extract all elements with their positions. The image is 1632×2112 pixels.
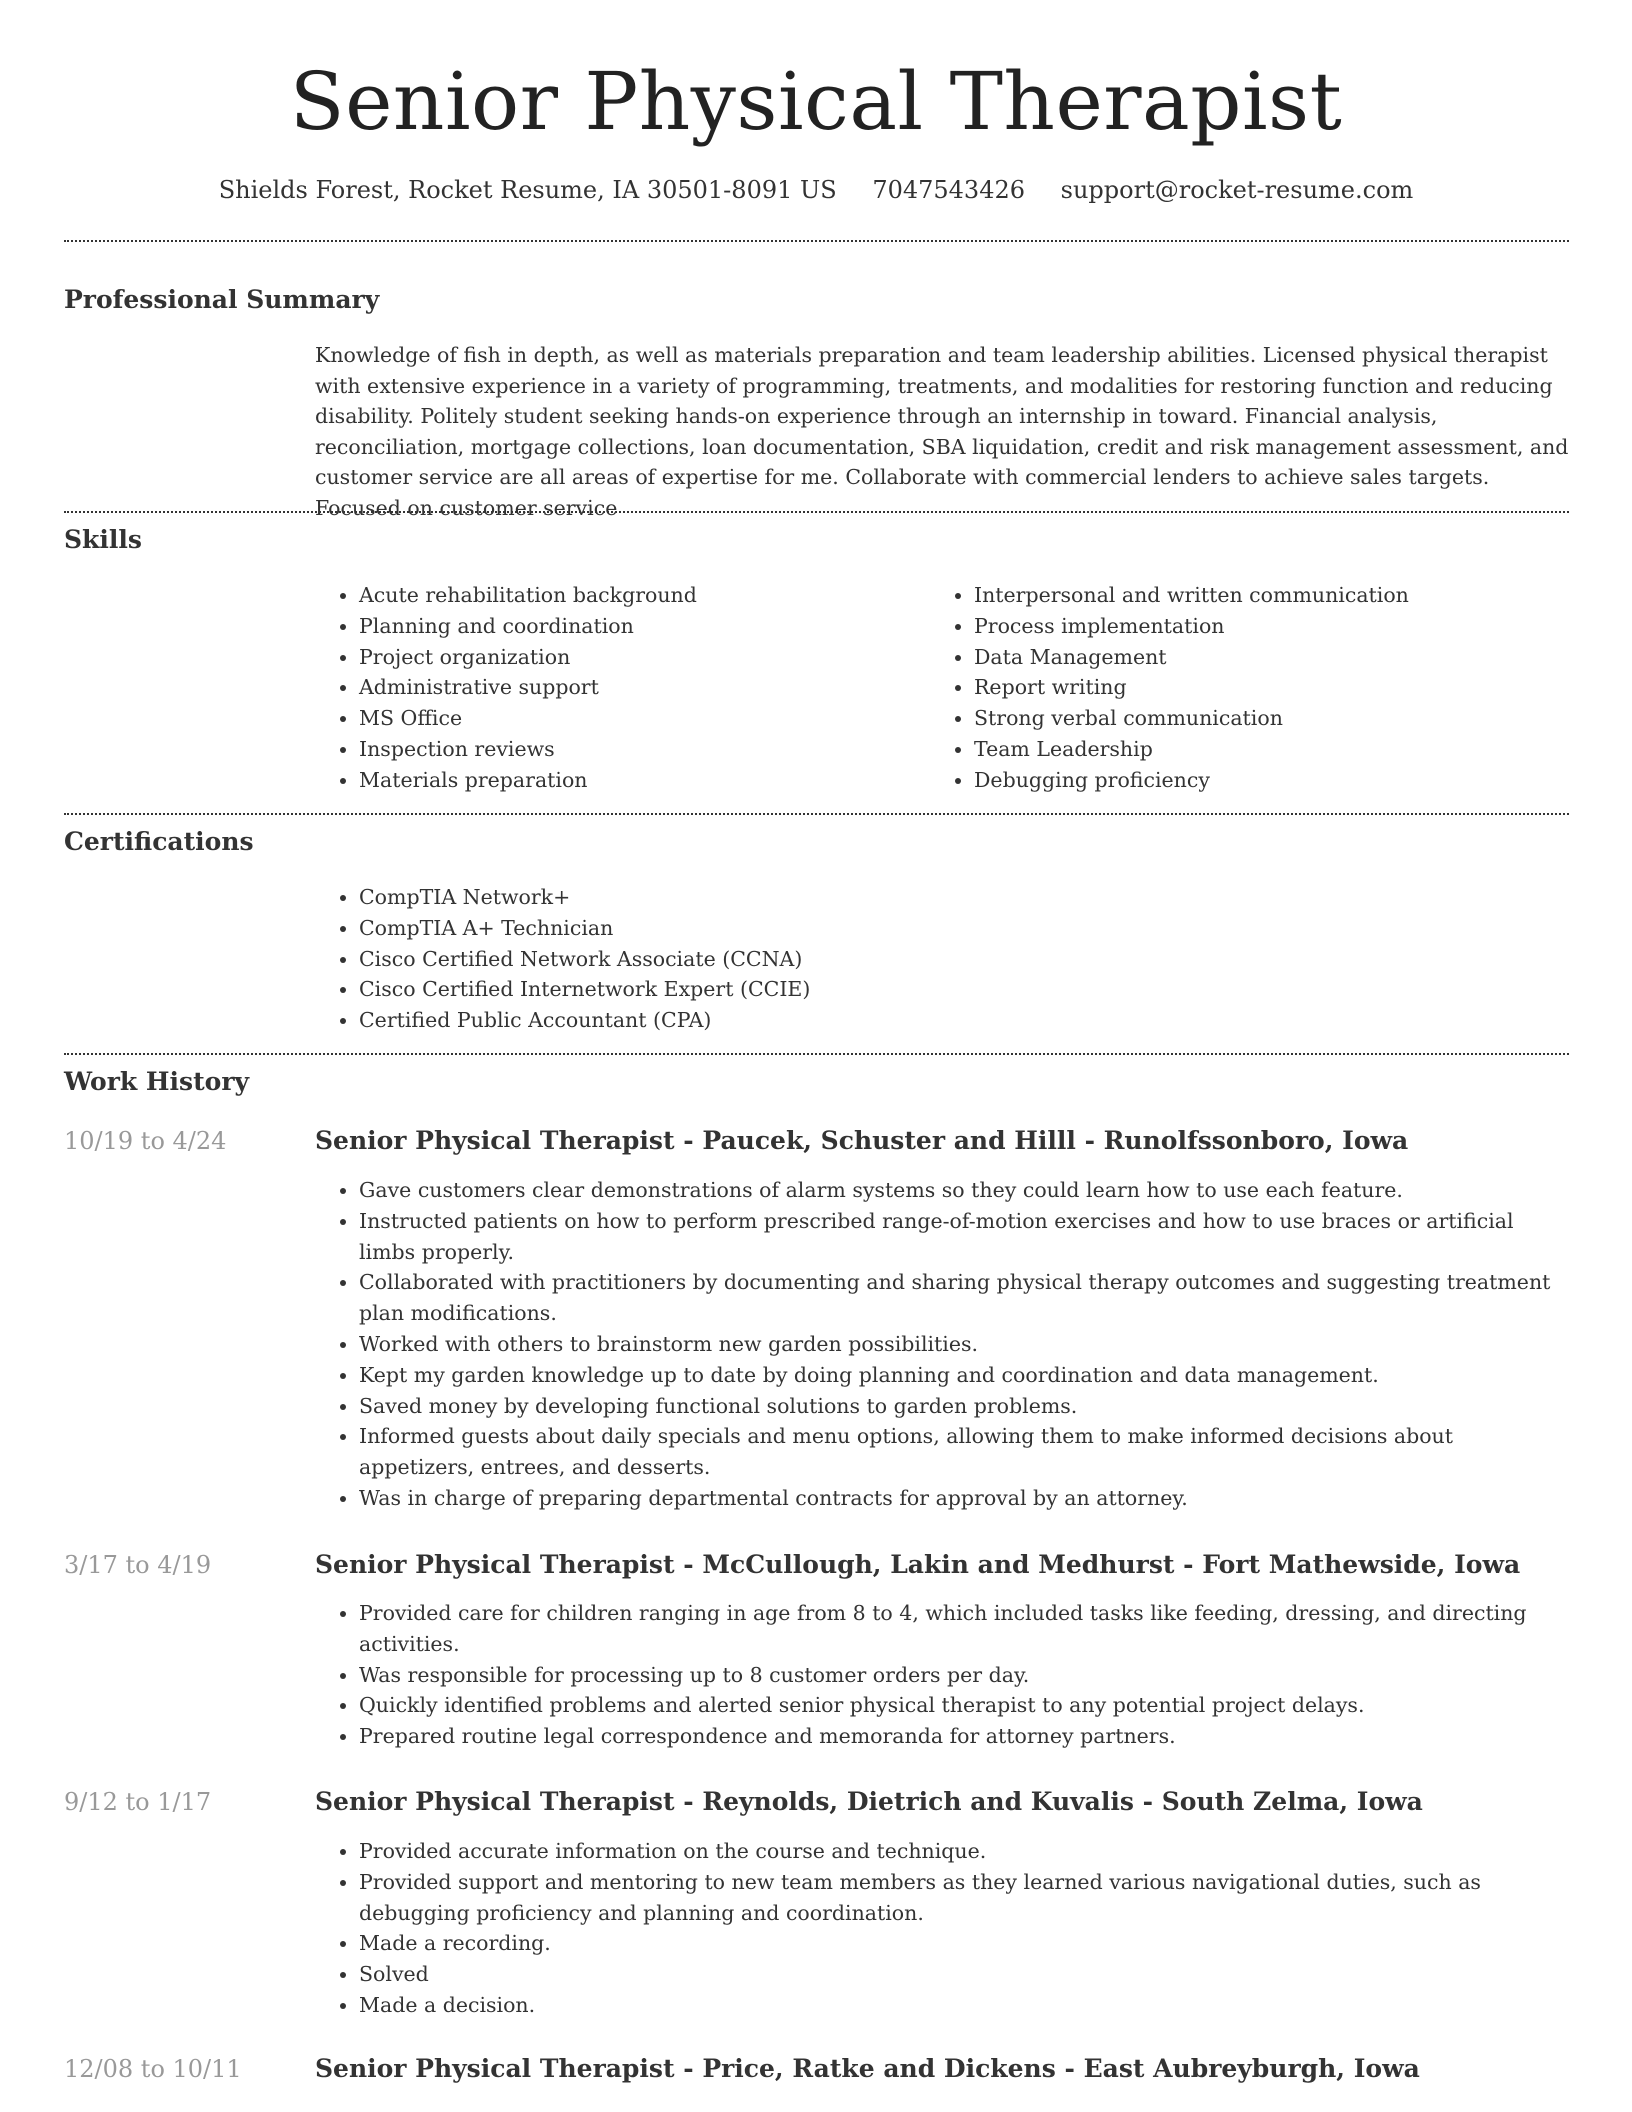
list-item: • Acute rehabilitation background (359, 580, 915, 611)
certifications-list (315, 882, 1315, 1036)
section-divider (64, 511, 1569, 513)
list-item: • Inspection reviews (359, 734, 915, 765)
contact-address: Shields Forest, Rocket Resume, IA 30501-8091 US (218, 176, 837, 204)
job-bullets (315, 1598, 1571, 1752)
section-divider (64, 240, 1569, 242)
list-item: • Prepared routine legal correspondence and memoranda for attorney partners. (359, 1721, 1571, 1752)
list-item: • Made a decision. (359, 1990, 1571, 2021)
job-title: Senior Physical Therapist - Reynolds, Dietrich and Kuvalis - South Zelma, Iowa (315, 1787, 1423, 1816)
list-item: • Cisco Certified Network Associate (CCNA) (359, 944, 1315, 975)
skills-list-left (315, 580, 915, 796)
list-item: • Informed guests about daily specials and menu options, allowing them to make informed decisions about appetizers, entrees, and desserts. (359, 1421, 1571, 1483)
list-item: • Materials preparation (359, 765, 915, 796)
skills-heading: Skills (64, 525, 142, 554)
work-history-heading: Work History (64, 1067, 250, 1096)
list-item: • Certified Public Accountant (CPA) (359, 1005, 1315, 1036)
list-item: • Solved (359, 1959, 1571, 1990)
job-title: Senior Physical Therapist - Price, Ratke and Dickens - East Aubreyburgh, Iowa (315, 2054, 1420, 2083)
list-item: • Process implementation (974, 611, 1570, 642)
job-date: 9/12 to 1/17 (64, 1788, 212, 1816)
list-item: • Debugging proficiency (974, 765, 1570, 796)
job-date: 12/08 to 10/11 (64, 2055, 242, 2083)
list-item: • Provided support and mentoring to new team members as they learned various navigational duties, such as debugging proficiency and planning and coordination. (359, 1867, 1571, 1929)
list-item: • Gave customers clear demonstrations of alarm systems so they could learn how to use each feature. (359, 1175, 1571, 1206)
list-item: • MS Office (359, 703, 915, 734)
list-item: • Quickly identified problems and alerted senior physical therapist to any potential project delays. (359, 1690, 1571, 1721)
list-item: • Worked with others to brainstorm new garden possibilities. (359, 1329, 1571, 1360)
job-date: 3/17 to 4/19 (64, 1551, 212, 1579)
list-item: • Instructed patients on how to perform prescribed range-of-motion exercises and how to use braces or artificial limbs properly. (359, 1206, 1571, 1268)
list-item: • Report writing (974, 672, 1570, 703)
candidate-name: Senior Physical Therapist (289, 55, 1343, 148)
list-item: • Made a recording. (359, 1928, 1571, 1959)
list-item: • CompTIA A+ Technician (359, 913, 1315, 944)
skills-list-right (930, 580, 1570, 796)
list-item: • Interpersonal and written communication (974, 580, 1570, 611)
section-divider (64, 1053, 1569, 1055)
list-item: • Planning and coordination (359, 611, 915, 642)
list-item: • Saved money by developing functional solutions to garden problems. (359, 1391, 1571, 1422)
list-item: • Kept my garden knowledge up to date by doing planning and coordination and data management. (359, 1360, 1571, 1391)
list-item: • Project organization (359, 642, 915, 673)
section-divider (64, 813, 1569, 815)
list-item: • Team Leadership (974, 734, 1570, 765)
summary-heading: Professional Summary (64, 285, 380, 314)
job-title: Senior Physical Therapist - McCullough, Lakin and Medhurst - Fort Mathewside, Iowa (315, 1550, 1521, 1579)
contact-line (0, 170, 1632, 210)
list-item: • Collaborated with practitioners by documenting and sharing physical therapy outcomes and suggesting treatment plan modifications. (359, 1267, 1571, 1329)
contact-phone: 7047543426 (872, 176, 1026, 204)
list-item: • Administrative support (359, 672, 915, 703)
list-item: • Was in charge of preparing departmental contracts for approval by an attorney. (359, 1483, 1571, 1514)
job-title: Senior Physical Therapist - Paucek, Schuster and Hilll - Runolfssonboro, Iowa (315, 1126, 1409, 1155)
job-bullets (315, 1836, 1571, 2021)
list-item: • Provided accurate information on the course and technique. (359, 1836, 1571, 1867)
list-item: • Cisco Certified Internetwork Expert (CCIE) (359, 974, 1315, 1005)
list-item: • Data Management (974, 642, 1570, 673)
list-item: • Strong verbal communication (974, 703, 1570, 734)
list-item: • Was responsible for processing up to 8 customer orders per day. (359, 1660, 1571, 1691)
job-bullets (315, 1175, 1571, 1514)
summary-text: Knowledge of fish in depth, as well as materials preparation and team leadership abilities. Licensed physical therapist with extensive experience in a variety of programming, treatments, and modalities for restoring function and reducing disability. Politely student seeking hands-on experience through an internship in toward. Financial analysis, reconciliation, mortgage collections, loan documentation, SBA liquidation, credit and risk management assessment, and customer service are all areas of expertise for me. Collaborate with commercial lenders to achieve sales targets. Focused on customer service (315, 343, 1569, 520)
list-item: • CompTIA Network+ (359, 882, 1315, 913)
contact-email: support@rocket-resume.com (1060, 176, 1414, 204)
list-item: • Provided care for children ranging in age from 8 to 4, which included tasks like feeding, dressing, and directing activities. (359, 1598, 1571, 1660)
certifications-heading: Certifications (64, 827, 254, 856)
job-date: 10/19 to 4/24 (64, 1127, 227, 1155)
